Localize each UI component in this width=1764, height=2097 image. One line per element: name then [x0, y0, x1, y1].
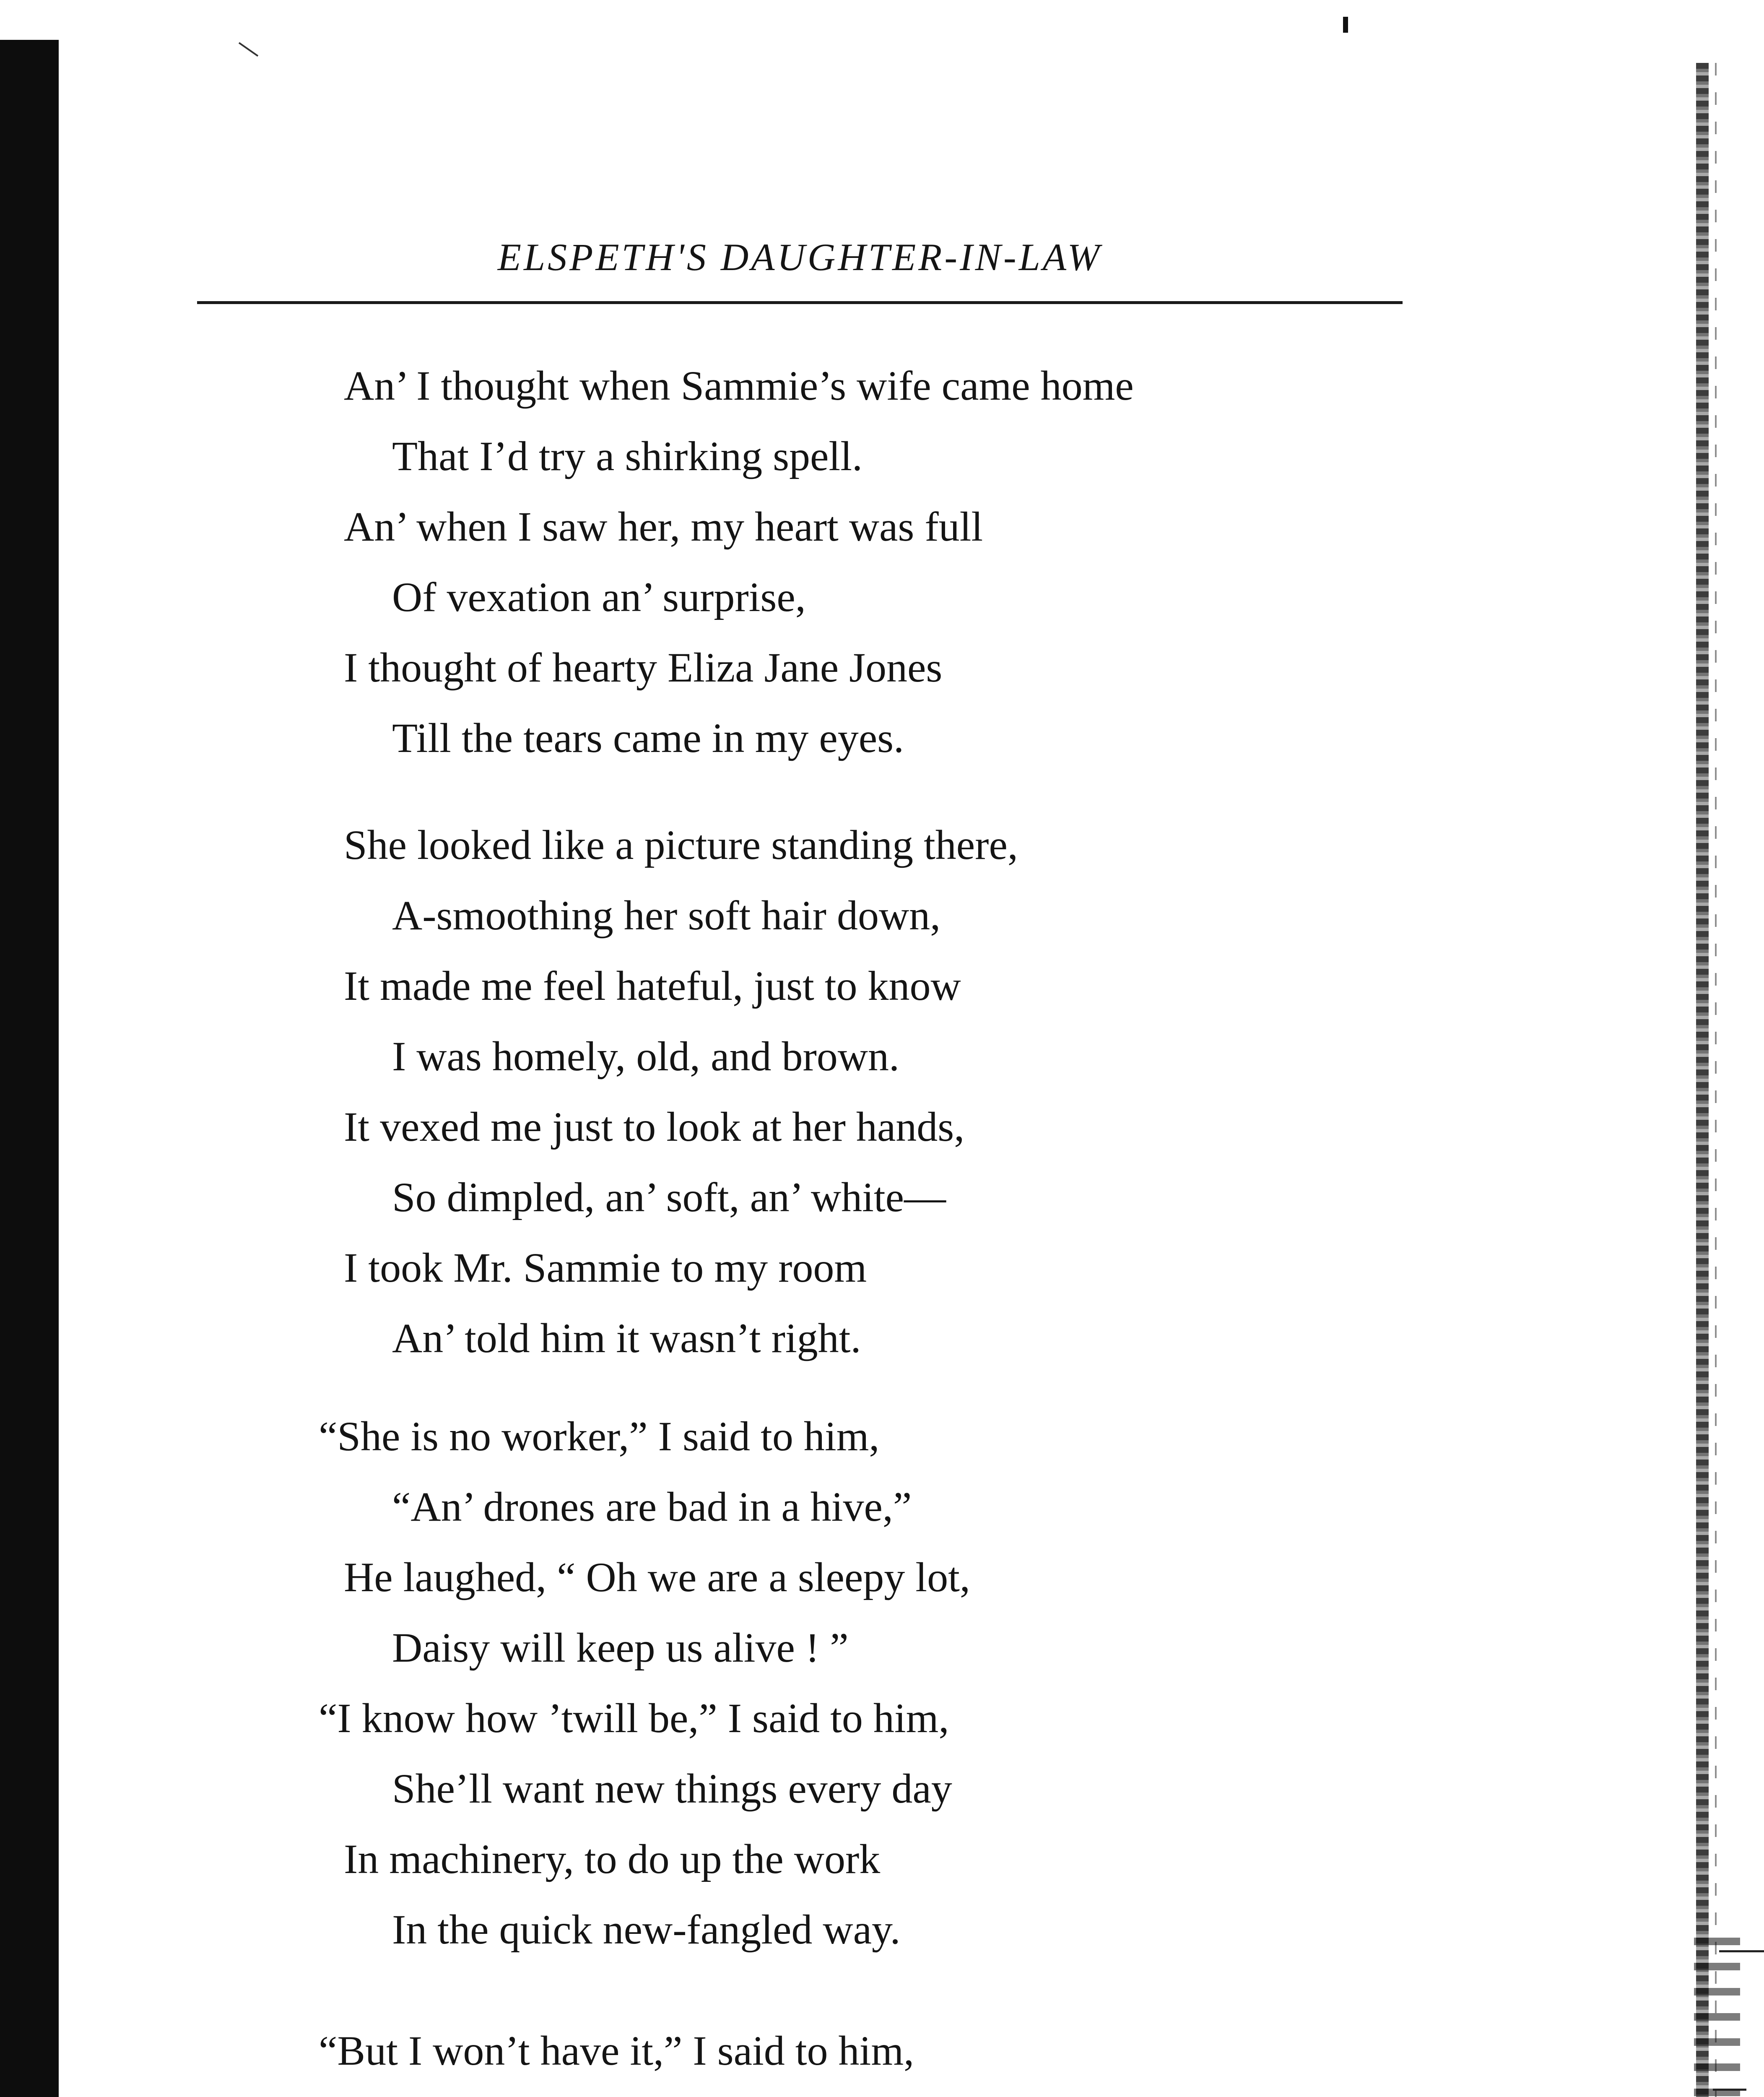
poem-line: He laughed, “ Oh we are a sleepy lot,	[344, 1554, 970, 1600]
poem-line: She looked like a picture standing there,	[344, 822, 1018, 868]
poem-line: In machinery, to do up the work	[344, 1836, 881, 1882]
poem-line: “An’ drones are bad in a hive,”	[392, 1483, 912, 1530]
poem-line: “I know how ’twill be,” I said to him,	[319, 1695, 949, 1741]
running-head: ELSPETH'S DAUGHTER-IN-LAW	[497, 236, 1102, 278]
poem-line: An’ I thought when Sammie’s wife came home	[344, 362, 1134, 409]
poem-line: I took Mr. Sammie to my room	[344, 1244, 867, 1291]
poem-line: Daisy will keep us alive ! ”	[392, 1624, 849, 1671]
poem-line: She’ll want new things every day	[392, 1765, 952, 1812]
poem-line: Of vexation an’ surprise,	[392, 574, 806, 620]
poem-line: In the quick new-fangled way.	[392, 1906, 901, 1953]
poem-line: “She is no worker,” I said to him,	[319, 1413, 880, 1460]
poem-line: It vexed me just to look at her hands,	[344, 1103, 965, 1150]
poem-line: “But I won’t have it,” I said to him,	[319, 2027, 914, 2074]
poem-line: So dimpled, an’ soft, an’ white—	[392, 1174, 946, 1220]
poem-line: A-smoothing her soft hair down,	[392, 892, 941, 939]
poem-line: An’ told him it wasn’t right.	[392, 1315, 861, 1361]
poem-line: It made me feel hateful, just to know	[344, 963, 961, 1009]
poem-line: That I’d try a shirking spell.	[392, 433, 863, 479]
poem-line: I thought of hearty Eliza Jane Jones	[344, 644, 943, 691]
poem-line: An’ when I saw her, my heart was full	[344, 503, 983, 550]
poem-line: I was homely, old, and brown.	[392, 1033, 899, 1080]
poem-line: Till the tears came in my eyes.	[392, 715, 904, 761]
